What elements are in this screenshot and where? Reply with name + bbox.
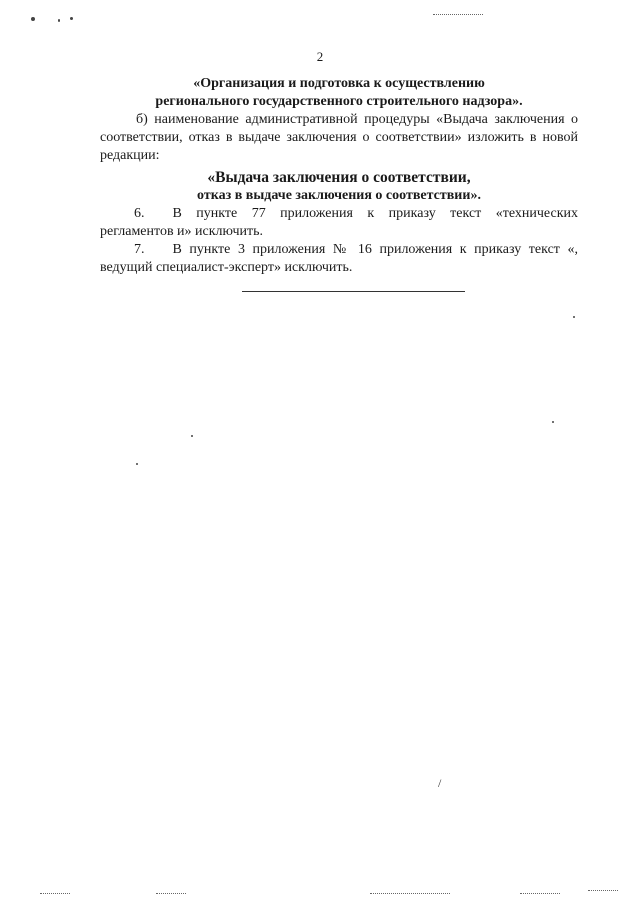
scan-speck: [136, 463, 138, 465]
section-heading-line-2: регионального государственного строительного надзора».: [155, 94, 523, 109]
document-body: [100, 75, 578, 277]
scan-mark: [520, 893, 560, 894]
scan-mark: [433, 14, 483, 15]
scan-mark: [370, 893, 450, 894]
scan-mark: [40, 893, 70, 894]
scan-speck: [191, 435, 193, 437]
item-7: 7. В пункте 3 приложения № 16 приложения к приказу текст «, ведущий специалист-эксперт» исключить.: [100, 242, 578, 275]
scan-mark: [588, 890, 618, 891]
end-separator-line: [242, 291, 465, 292]
paragraph-b: б) наименование административной процедуры «Выдача заключения о соответствии, отказ в выдаче заключения о соответствии» изложить в новой редакции:: [100, 112, 578, 163]
scan-speck: [573, 316, 575, 318]
new-heading-line-2: отказ в выдаче заключения о соответствии».: [197, 188, 481, 203]
page-number: 2: [316, 49, 324, 64]
scan-speck: [31, 17, 35, 21]
scan-speck: [70, 17, 73, 20]
item-6: 6. В пункте 77 приложения к приказу текст «технических регламентов и» исключить.: [100, 206, 578, 239]
pen-mark: /: [438, 776, 442, 790]
scan-speck: [58, 19, 60, 22]
new-heading-line-1: «Выдача заключения о соответствии,: [207, 169, 471, 186]
scan-mark: [156, 893, 186, 894]
section-heading-line-1: «Организация и подготовка к осуществлению: [193, 76, 485, 91]
scan-speck: [552, 421, 554, 423]
